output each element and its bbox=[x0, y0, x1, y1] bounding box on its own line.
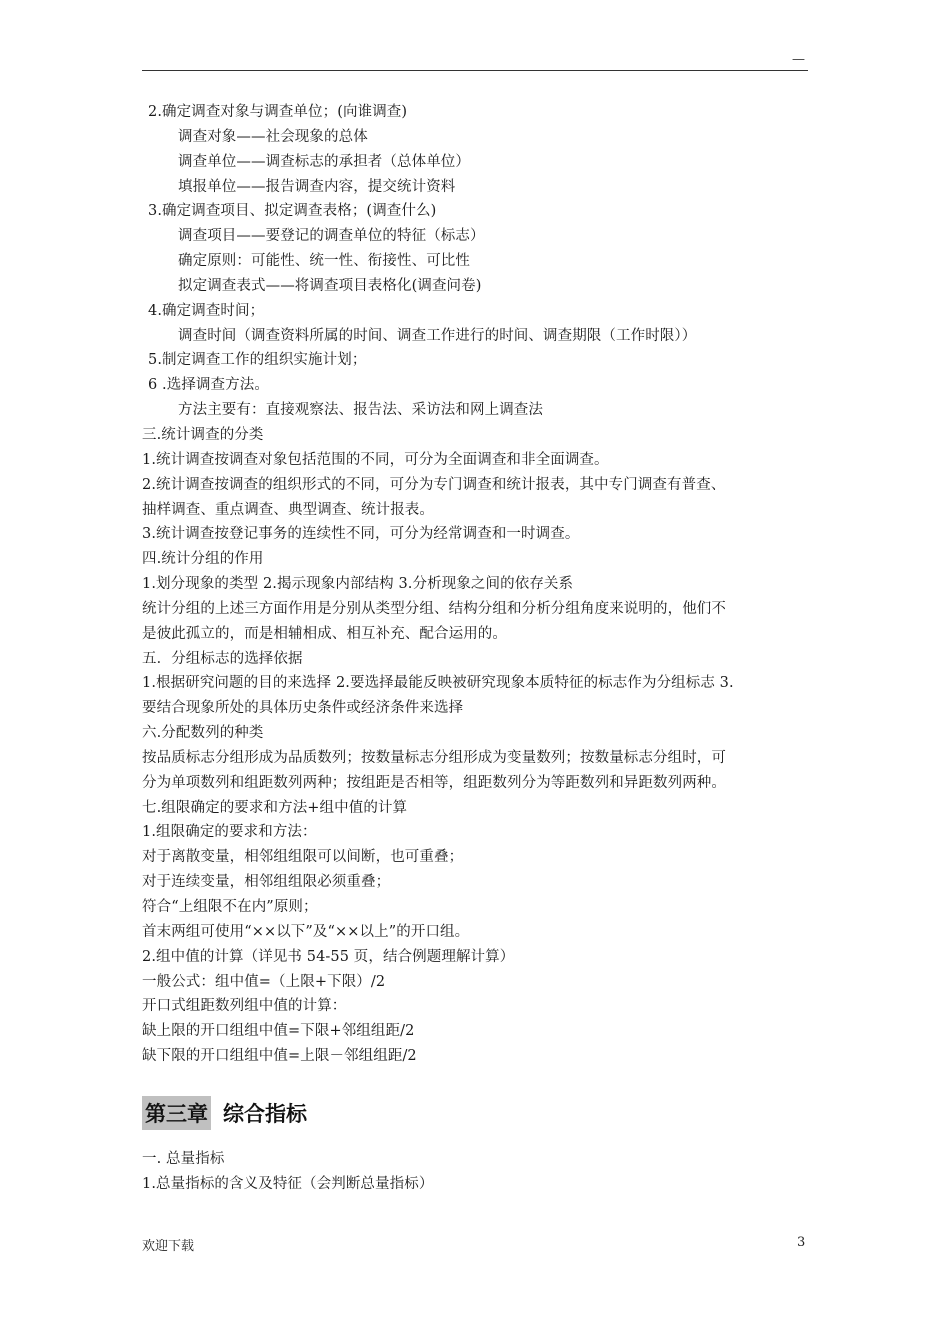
text-line: 6 .选择调查方法。 bbox=[148, 377, 269, 394]
text-line: 2.确定调查对象与调查单位；(向谁调查) bbox=[148, 104, 408, 120]
text-line: 调查单位——调查标志的承担者（总体单位） bbox=[178, 153, 470, 170]
document-body bbox=[142, 100, 812, 1069]
text-line: 拟定调查表式——将调查项目表格化(调查问卷) bbox=[178, 277, 482, 294]
header-rule bbox=[142, 70, 808, 71]
text-line: 开口式组距数列组中值的计算： bbox=[142, 998, 347, 1015]
text-line: 5.制定调查工作的组织实施计划； bbox=[148, 352, 367, 369]
text-line: 一般公式：组中值=（上限+下限）/2 bbox=[142, 973, 386, 990]
text-line: 调查项目——要登记的调查单位的特征（标志） bbox=[178, 228, 485, 245]
text-line: 1.根据研究问题的目的来选择 2.要选择最能反映被研究现象本质特征的标志作为分组标志 3. bbox=[142, 675, 734, 692]
text-line: 2.统计调查按调查的组织形式的不同，可分为专门调查和统计报表，其中专门调查有普查、 bbox=[142, 476, 726, 493]
text-line: 3.统计调查按登记事务的连续性不同，可分为经常调查和一时调查。 bbox=[142, 526, 580, 543]
text-line: 七.组限确定的要求和方法+组中值的计算 bbox=[142, 799, 408, 816]
text-line: 1.组限确定的要求和方法： bbox=[142, 824, 317, 841]
text-line: 方法主要有：直接观察法、报告法、采访法和网上调查法 bbox=[178, 402, 543, 419]
text-line: 缺下限的开口组组中值=上限－邻组组距/2 bbox=[142, 1048, 417, 1065]
text-line: 1.统计调查按调查对象包括范围的不同，可分为全面调查和非全面调查。 bbox=[142, 451, 609, 468]
text-line: 一. 总量指标 bbox=[142, 1151, 225, 1167]
text-line: 首末两组可使用“××以下”及“××以上”的开口组。 bbox=[142, 923, 470, 940]
text-line: 1.划分现象的类型 2.揭示现象内部结构 3.分析现象之间的依存关系 bbox=[142, 576, 574, 593]
text-line: 五．分组标志的选择依据 bbox=[142, 650, 303, 667]
text-line: 1.总量指标的含义及特征（会判断总量指标） bbox=[142, 1175, 434, 1192]
text-line: 是彼此孤立的，而是相辅相成、相互补充、配合运用的。 bbox=[142, 625, 507, 642]
text-line: 符合“上组限不在内”原则； bbox=[142, 899, 318, 915]
text-line: 缺上限的开口组组中值=下限+邻组组距/2 bbox=[142, 1023, 415, 1040]
text-line: 调查对象——社会现象的总体 bbox=[178, 128, 368, 145]
text-line: 4.确定调查时间； bbox=[148, 302, 265, 319]
text-line: 分为单项数列和组距数列两种；按组距是否相等，组距数列分为等距数列和异距数列两种。 bbox=[142, 774, 726, 791]
text-line: 调查时间（调查资料所属的时间、调查工作进行的时间、调查期限（工作时限）） bbox=[178, 327, 697, 344]
chapter-heading bbox=[142, 1096, 307, 1130]
text-line: 对于连续变量，相邻组组限必须重叠； bbox=[142, 874, 391, 891]
text-line: 确定原则：可能性、统一性、衔接性、可比性 bbox=[178, 253, 470, 270]
text-line: 六.分配数列的种类 bbox=[142, 725, 264, 742]
text-line: 按品质标志分组形成为品质数列；按数量标志分组形成为变量数列；按数量标志分组时，可 bbox=[142, 749, 726, 766]
page-number: 3 bbox=[797, 1235, 806, 1250]
header-mark: — bbox=[792, 52, 805, 67]
footer-text: 欢迎下载 bbox=[142, 1239, 195, 1254]
text-line: 统计分组的上述三方面作用是分别从类型分组、结构分组和分析分组角度来说明的，他们不 bbox=[142, 600, 726, 617]
text-line: 抽样调查、重点调查、典型调查、统计报表。 bbox=[142, 501, 434, 518]
text-line: 四.统计分组的作用 bbox=[142, 551, 264, 568]
text-line: 2.组中值的计算（详见书 54-55 页，结合例题理解计算） bbox=[142, 948, 515, 965]
text-line: 对于离散变量，相邻组组限可以间断，也可重叠； bbox=[142, 849, 464, 866]
chapter-number: 第三章 bbox=[142, 1096, 211, 1130]
text-line: 三.统计调查的分类 bbox=[142, 426, 264, 443]
text-line: 填报单位——报告调查内容，提交统计资料 bbox=[178, 178, 456, 195]
text-line: 3.确定调查项目、拟定调查表格；(调查什么) bbox=[148, 203, 437, 220]
chapter-body bbox=[142, 1147, 812, 1197]
text-line: 要结合现象所处的具体历史条件或经济条件来选择 bbox=[142, 700, 464, 717]
chapter-title: 综合指标 bbox=[223, 1102, 307, 1126]
